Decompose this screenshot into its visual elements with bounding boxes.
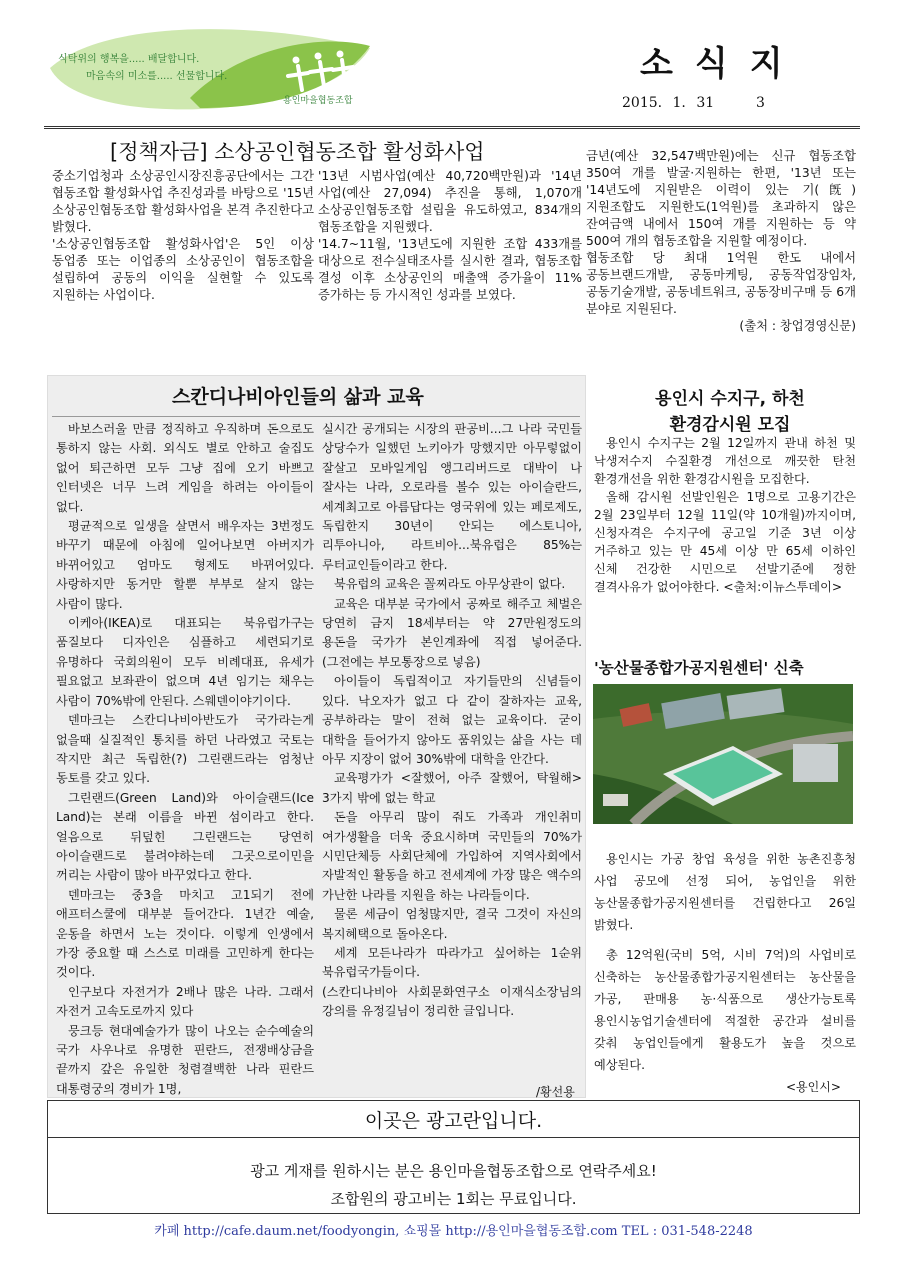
article2-author: /황선용	[536, 1085, 575, 1099]
article2-divider	[52, 416, 580, 417]
paragraph: 용인시는 가공 창업 육성을 위한 농촌진흥청 사업 공모에 선정 되어, 농업인을 위한 농산물종합가공지원센터를 건립한다고 26일 밝혔다.	[594, 852, 856, 932]
issue-info	[622, 95, 765, 111]
ad-text-line-1: 광고 게재를 원하시는 분은 용인마을협동조합으로 연락주세요!	[250, 1162, 657, 1180]
paragraph: 교육은 대부분 국가에서 공짜로 해주고 체벌은 당연히 금지 18세부터는 약 27만원정도의 용돈을 국가가 본인계좌에 직접 넣어준다. (그전에는 부모통장으로 넣음)	[322, 596, 582, 669]
aerial-photo	[593, 684, 853, 824]
article4-title: '농산물종합가공지원센터' 신축	[594, 659, 804, 677]
paragraph: 이케아(IKEA)로 대표되는 북유럽가구는 품질보다 디자인은 심플하고 세련되기로 유명하다 국회의원이 모두 비례대표, 유세가 필요없고 보좌관이 없으며 4년 임기는 채우는 사람이 70%밖에 안된다. 스웨덴이야기이다.	[56, 616, 314, 708]
article3-body	[594, 434, 856, 596]
paragraph: 교육평가가 <잘했어, 아주 잘했어, 탁월해> 3가지 밖에 없는 학교	[322, 771, 582, 805]
paragraph: 협동조합 당 최대 1억원 한도 내에서 공동브랜드개발, 공동마케팅, 공동작업장임차, 공동기술개발, 공동네트워크, 공동장비구매 등 6개 분야로 지원된다.	[586, 251, 856, 316]
paragraph: 중소기업청과 소상공인시장진흥공단에서는 그간 협동조합 활성화사업 추진성과를 바탕으로 '15년 소상공인협동조합 활성화사업을 본격 추진한다고 밝혔다.	[52, 169, 314, 234]
ad-title: 이곳은 광고란입니다.	[364, 1110, 543, 1132]
article1-title: [정책자금] 소상공인협동조합 활성화사업	[110, 140, 485, 164]
paragraph: 올해 감시원 선발인원은 1명으로 고용기간은 2월 23일부터 12월 11일(약 10개월)까지이며, 신청자격은 수지구에 공고일 기준 3년 이상 거주하고 있는 만 45세 이상 만 65세 이하인 신체 건강한 시민으로 선발기준에 정한 결격사유가 없어야한다. <출처:이뉴스투데이>	[594, 490, 856, 594]
paragraph: 바보스러울 만큼 정직하고 우직하며 돈으로도 통하지 않는 사회. 외식도 별로 안하고 술집도 없어 퇴근하면 모두 그냥 집에 오기 바쁘고 인터넷은 너무 느려 게임을 하려는 아이들이 없다.	[56, 422, 314, 514]
logo-org-name: 용인마을협동조합	[283, 96, 353, 106]
article2-column-1	[56, 420, 314, 1099]
paragraph: 세계 모든나라가 따라가고 싶어하는 1순위 북유럽국가들이다.	[322, 945, 582, 980]
paragraph: (스칸디나비아 사회문화연구소 이재식소장님의 강의를 유정길님이 정리한 글입니다.	[322, 984, 582, 1019]
ad-text-line-2: 조합원의 광고비는 1회는 무료입니다.	[330, 1190, 577, 1208]
paragraph: 덴마크는 중3을 마치고 고1되기 전에 애프터스쿨에 대부분 들어간다. 1년간 예술, 운동을 하면서 노는 것이다. 이렇게 인생에서 가장 중요할 때 스스로 미래를 고민하게 한다는 것이다.	[56, 887, 314, 980]
masthead-title: 소식지	[640, 44, 805, 84]
paragraph: 북유럽의 교육은 꼴찌라도 아무상관이 없다.	[334, 577, 566, 592]
article1-source: (출처 : 창업경영신문)	[739, 319, 856, 333]
article2-title: 스칸디나비아인들의 삶과 교육	[172, 386, 424, 408]
aerial-photo-image-icon	[593, 684, 853, 824]
article1-column-1	[52, 168, 314, 304]
paragraph: 덴마크는 스칸디나비아반도가 국가라는게 없을때 실질적인 통치를 하던 나라였고 국토는 작지만 최근 독립한(?) 그린랜드라는 엄청난 동토를 갖고 있다.	[56, 713, 314, 786]
article4-source: <용인시>	[786, 1080, 841, 1094]
article4-body	[594, 848, 856, 1076]
paragraph: '13년 시범사업(예산 40,720백만원)과 '14년 사업(예산 27,094) 추진을 통해, 1,070개 소상공인협동조합 설립을 유도하였고, 834개의 협동조합을 지원했다.	[318, 169, 582, 234]
paragraph: 인구보다 자전거가 2배나 많은 나라. 그래서 자전거 고속도로까지 있다	[56, 984, 314, 1019]
slogan-line-1: 식탁위의 행복을..... 배달합니다.	[58, 54, 200, 65]
header-divider	[44, 126, 860, 130]
paragraph: '14.7~11월, '13년도에 지원한 조합 433개를 대상으로 전수실태조사를 실시한 결과, 협동조합 결성 이후 소상공인의 매출액 증가율이 11% 증가하는 등 가시적인 성과를 보였다.	[318, 237, 582, 302]
slogan-line-2: 마음속의 미소를..... 선물합니다.	[86, 71, 228, 82]
issue-number: 3	[755, 95, 765, 111]
paragraph: 총 12억원(국비 5억, 시비 7억)의 사업비로 신축하는 농산물종합가공지원센터는 농산물을 가공, 판매용 농·식품으로 생산가능토록 용인시농업기술센터에 적절한 공간과 설비를 갖춰 농업인들에게 활용도가 높을 것으로 예상된다.	[594, 948, 856, 1072]
article3-title-line-1: 용인시 수지구, 하천	[655, 389, 805, 409]
footer-contact: 카페 http://cafe.daum.net/foodyongin, 쇼핑몰 http://용인마을협동조합.com TEL : 031-548-2248	[154, 1224, 753, 1239]
article1-column-3	[586, 148, 856, 335]
article2-column-2	[322, 420, 582, 1022]
paragraph: 물론 세금이 엄청많지만, 결국 그것이 자신의 복지혜택으로 돌아온다.	[322, 907, 582, 941]
issue-date: 2015. 1. 31	[622, 95, 715, 111]
paragraph: '소상공인협동조합 활성화사업'은 5인 이상 동업종 또는 이업종의 소상공인이 협동조합을 설립하여 공동의 이익을 실현할 수 있도록 지원하는 사업이다.	[52, 237, 314, 302]
paragraph: 금년(예산 32,547백만원)에는 신규 협동조합 350여 개를 발굴·지원하는 한편, '13년 또는 '14년도에 지원받은 이력이 있는 기(旣) 지원조합도 지원한도(1억원)를 초과하지 않은 잔여금액 내에서 150여 개를 지원하는 등 약 500여 개의 협동조합을 지원할 예정이다.	[586, 149, 856, 248]
paragraph: 평균적으로 일생을 살면서 배우자는 3번정도 바꾸기 때문에 아침에 일어나보면 아버지가 바뀌어있고 엄마도 형제도 바뀌어있다. 사랑하지만 동거만 할뿐 부부로 살지 않는 사람이 많다.	[56, 519, 314, 611]
ad-divider	[48, 1137, 859, 1138]
paragraph: 그린랜드(Green Land)와 아이슬랜드(Ice Land)는 본래 이름을 바뀐 섬이라고 한다. 얼음으로 뒤덮힌 그린랜드는 당연히 아이슬랜드로 불려야하는데 그곳으로이민을 꺼리는 사람이 많아 바꾸었다고 한다.	[56, 790, 314, 883]
paragraph: 돈을 아무리 많이 줘도 가족과 개인취미 여가생활을 더욱 중요시하며 국민들의 70%가 시민단체등 사회단체에 가입하여 지역사회에서 자발적인 활동을 하고 전세계에 가장 많은 액수의 가난한 나라를 지원을 하는 나라들이다.	[322, 810, 582, 902]
paragraph: 용인시 수지구는 2월 12일까지 관내 하천 및 낙생저수지 수질환경 개선으로 깨끗한 탄천 환경개선을 위한 환경감시원을 모집한다.	[594, 436, 856, 486]
paragraph: 뭉크등 현대예술가가 많이 나오는 순수예술의 국가 사우나로 유명한 핀란드, 전쟁배상금을 끝까지 갚은 유일한 청렴결백한 나라 핀란드 대통령궁의 경비가 1명,	[56, 1023, 314, 1096]
article3-title-line-2: 환경감시원 모집	[669, 415, 791, 435]
paragraph: 실시간 공개되는 시장의 판공비...그 나라 국민들 상당수가 일했던 노키아가 망했지만 아무렇없이 잘살고 모바일게임 앵그리버드로 대박이 나 잘사는 나라, 오로라를 볼수 있는 아이슬란드, 세계최고로 아름답다는 영국위에 있는 페로제도, 독립한지 30년이 안되는 에스토니아, 리투아니아, 라트비아...북유럽은 85%는 루터교인들이라고 한다.	[322, 422, 582, 572]
paragraph: 아이들이 독립적이고 자기들만의 신념들이 있다. 낙오자가 없고 다 같이 잘하자는 교육, 공부하라는 말이 전혀 없는 교육이다. 굳이 대학을 들어가지 않아도 품위있는 삶을 사는 데 아무 지장이 없어 30%밖에 대학을 안간다.	[322, 674, 582, 766]
article1-column-2	[318, 168, 582, 304]
